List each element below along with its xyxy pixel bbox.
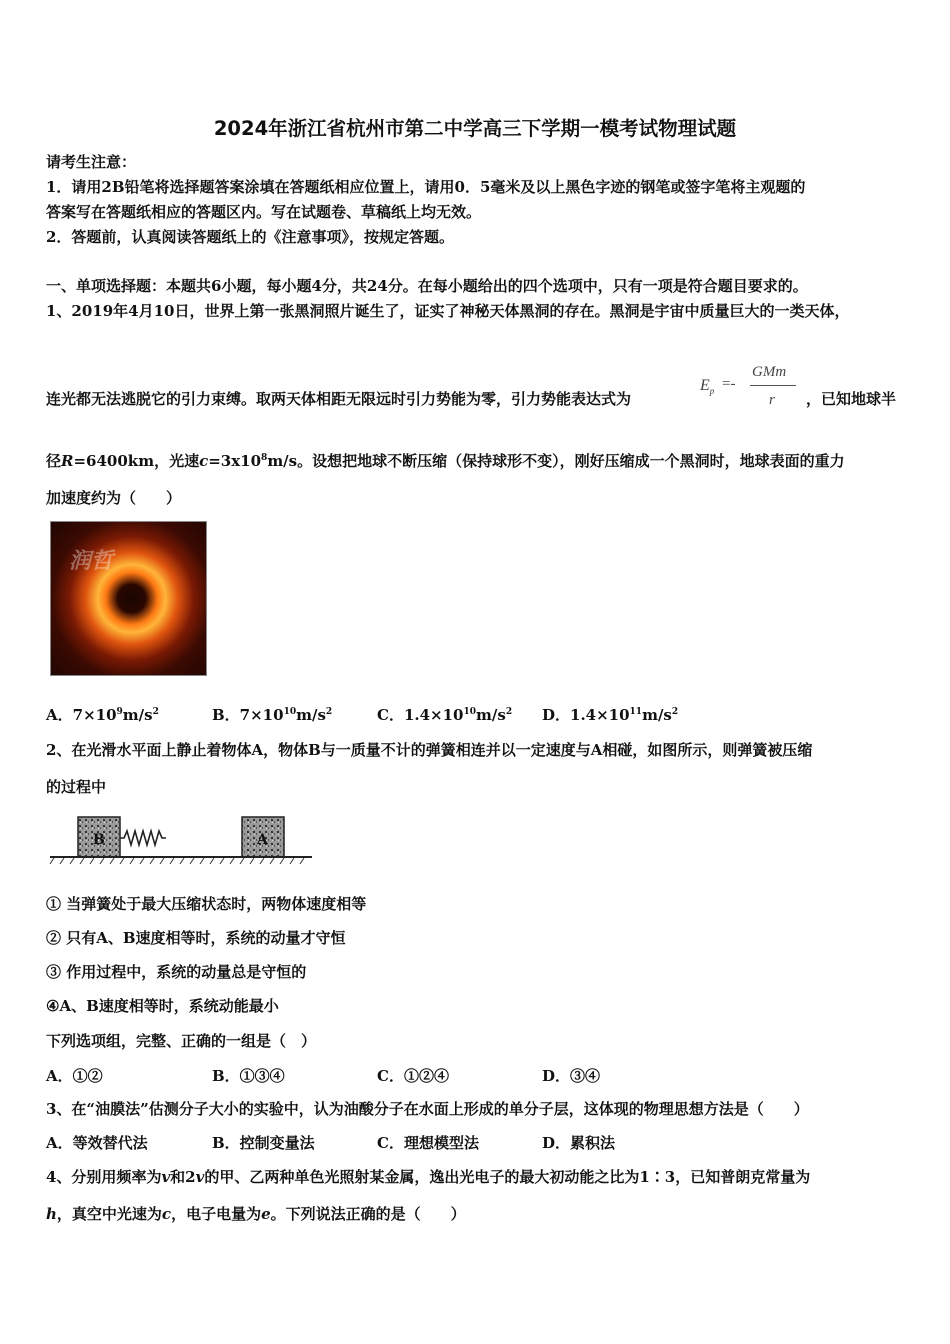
q2-option-c: C．①②④ bbox=[377, 1067, 449, 1085]
fraction-bar bbox=[750, 385, 796, 386]
notice-line-3: 2．答题前，认真阅读答题纸上的《注意事项》，按规定答题。 bbox=[46, 228, 454, 246]
q2-statement-2: ② 只有A、B速度相等时，系统的动量才守恒 bbox=[46, 929, 346, 947]
q2-statement-4: ④A、B速度相等时，系统动能最小 bbox=[46, 997, 279, 1015]
notice-line-2: 答案写在答题纸相应的答题区内。写在试题卷、草稿纸上均无效。 bbox=[46, 203, 482, 221]
q1-option-d: D．$1.4\times 10^{11}m/s^2$ bbox=[542, 706, 679, 724]
q3-option-d: D．累积法 bbox=[542, 1134, 616, 1152]
page-title: 2024年浙江省杭州市第二中学高三下学期一模考试物理试题 bbox=[213, 117, 737, 140]
q4-line-1: 4、分别用频率为v和2v的甲、乙两种单色光照射某金属，逸出光电子的最大初动能之比为1∶3，已知普朗克常量为 bbox=[46, 1168, 811, 1186]
q1-option-c: C．$1.4\times 10^{10}m/s^2$ bbox=[377, 706, 513, 724]
q2-statement-3: ③ 作用过程中，系统的动量总是守恒的 bbox=[46, 963, 307, 981]
formula-denominator: r bbox=[769, 392, 775, 408]
formula-numerator: GMm bbox=[752, 364, 787, 380]
q3-line-1: 3、在“油膜法”估测分子大小的实验中，认为油酸分子在水面上形成的单分子层，这体现的物理思想方法是（ ） bbox=[46, 1100, 809, 1118]
q2-option-d: D．③④ bbox=[542, 1067, 601, 1085]
ground-hatching bbox=[50, 858, 304, 864]
block-b-label: B bbox=[93, 832, 105, 848]
q2-option-a: A．①② bbox=[46, 1067, 103, 1085]
q1-option-b: B．$7\times 10^{10}m/s^2$ bbox=[212, 706, 333, 724]
black-hole-image bbox=[50, 521, 207, 676]
image-watermark: 润哲 bbox=[67, 549, 118, 574]
formula-eq: =- bbox=[722, 376, 736, 392]
q1-line-4: 加速度约为（ ） bbox=[46, 489, 182, 507]
q1-line-3: 径R=6400km，光速$c=3x10^8m/s$。设想把地球不断压缩（保持球形不变），刚好压缩成一个黑洞时，地球表面的重力 bbox=[46, 452, 845, 470]
q2-option-b: B．①③④ bbox=[212, 1067, 285, 1085]
q2-line-1: 2、在光滑水平面上静止着物体A，物体B与一质量不计的弹簧相连并以一定速度与A相碰，如图所示，则弹簧被压缩 bbox=[46, 741, 813, 759]
q3-option-b: B．控制变量法 bbox=[212, 1134, 315, 1152]
q2-statement-1: ① 当弹簧处于最大压缩状态时，两物体速度相等 bbox=[46, 895, 367, 913]
q1-line-2-pre: 连光都无法逃脱它的引力束缚。取两天体相距无限远时引力势能为零，引力势能表达式为 bbox=[46, 390, 632, 408]
section-heading: 一、单项选择题：本题共6小题，每小题4分，共24分。在每小题给出的四个选项中，只有一项是符合题目要求的。 bbox=[46, 277, 808, 295]
formula-lhs: $E_p$ bbox=[700, 377, 715, 397]
potential-energy-formula bbox=[698, 364, 804, 414]
q1-line-1: 1、2019年4月10日，世界上第一张黑洞照片诞生了，证实了神秘天体黑洞的存在。黑洞是宇宙中质量巨大的一类天体， bbox=[46, 302, 850, 320]
q1-line-2-post: ，已知地球半 bbox=[806, 390, 897, 408]
q2-line-2: 的过程中 bbox=[46, 778, 107, 796]
q1-line-2 bbox=[46, 389, 631, 409]
q3-option-c: C．理想模型法 bbox=[377, 1134, 479, 1152]
q1-option-a: A．$7\times 10^9m/s^2$ bbox=[46, 706, 159, 724]
q3-option-a: A．等效替代法 bbox=[46, 1134, 148, 1152]
q2-ask: 下列选项组，完整、正确的一组是（ ） bbox=[46, 1032, 317, 1050]
block-a-label: A bbox=[257, 832, 268, 848]
notice-heading: 请考生注意： bbox=[46, 153, 137, 171]
spring-collision-diagram bbox=[48, 812, 316, 868]
notice-line-1: 1．请用2B铅笔将选择题答案涂填在答题纸相应位置上，请用0．5毫米及以上黑色字迹的钢笔或签字笔将主观题的 bbox=[46, 178, 806, 196]
spring bbox=[120, 831, 166, 845]
q4-line-2: h，真空中光速为c，电子电量为e。下列说法正确的是（ ） bbox=[46, 1205, 466, 1223]
